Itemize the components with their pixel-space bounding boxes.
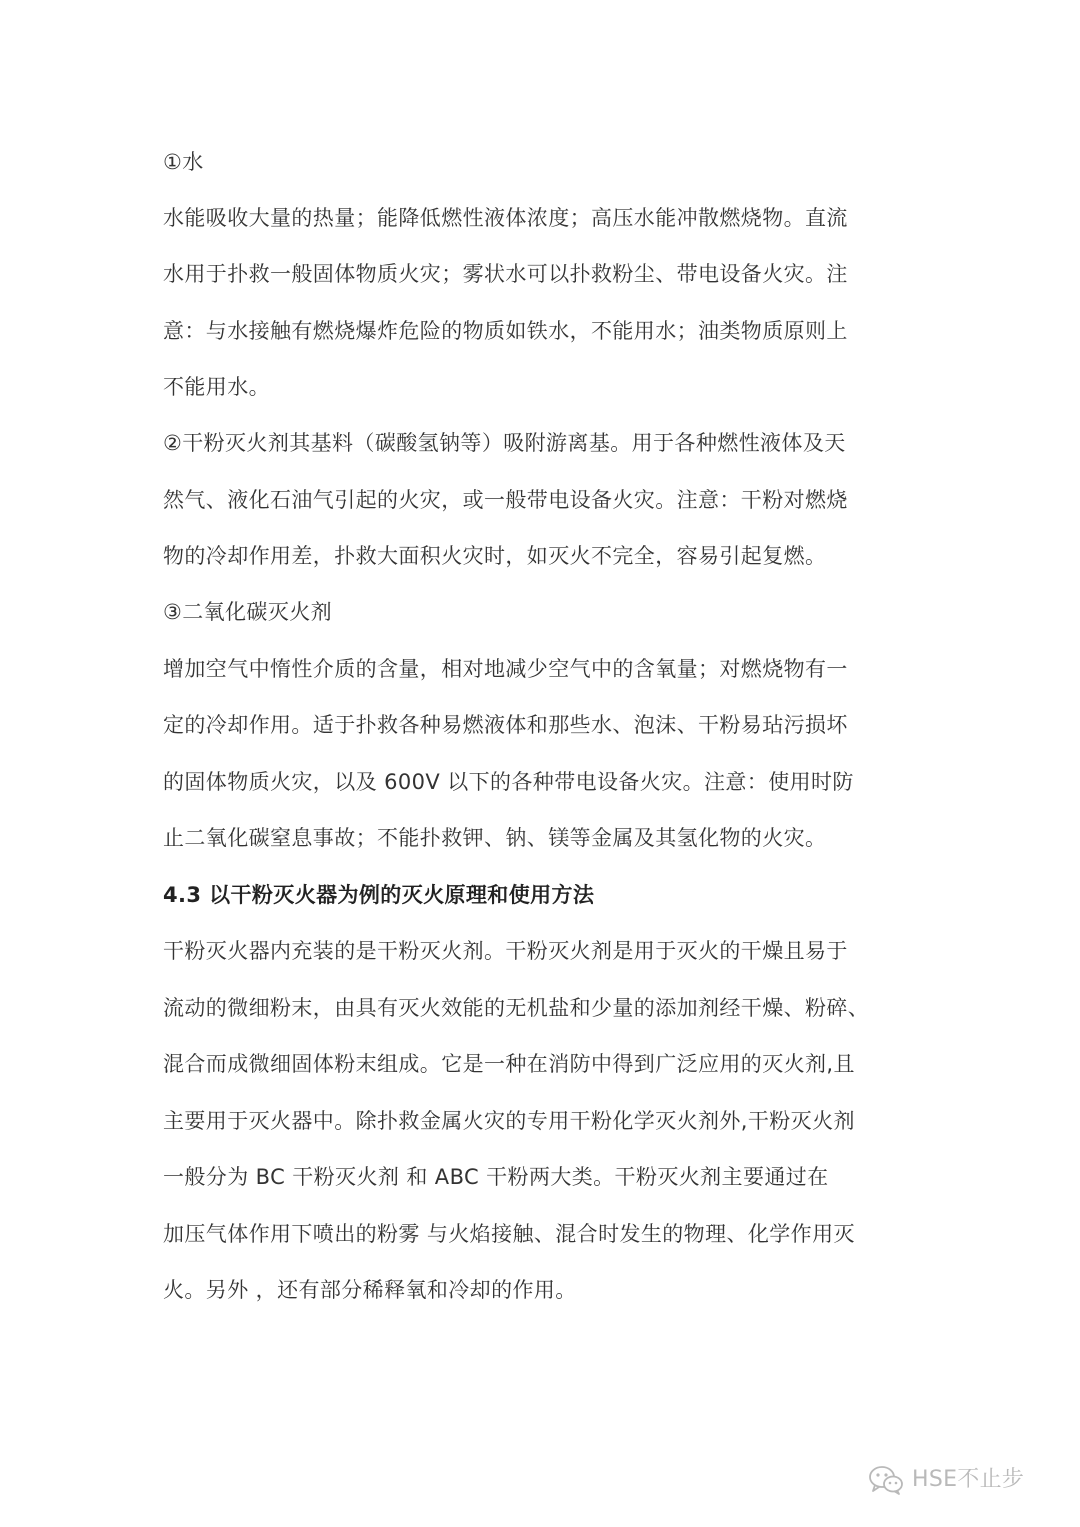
paragraph-line: 定的冷却作用。适于扑救各种易燃液体和那些水、泡沫、干粉易玷污损坏 xyxy=(163,713,848,737)
paragraph-line: 主要用于灭火器中。除扑救金属火灾的专用干粉化学灭火剂外,干粉灭火剂 xyxy=(163,1109,855,1133)
paragraph-line: 混合而成微细固体粉末组成。它是一种在消防中得到广泛应用的灭火剂,且 xyxy=(163,1052,855,1076)
paragraph-line: 然气、液化石油气引起的火灾，或一般带电设备火灾。注意：干粉对燃烧 xyxy=(163,488,848,512)
item-water-heading: ①水 xyxy=(163,150,204,174)
paragraph-line: 水用于扑救一般固体物质火灾；雾状水可以扑救粉尘、带电设备火灾。注 xyxy=(163,262,848,286)
paragraph-line: 不能用水。 xyxy=(163,375,270,399)
paragraph-line: 一般分为 BC 干粉灭火剂 和 ABC 干粉两大类。干粉灭火剂主要通过在 xyxy=(163,1165,829,1189)
item-co2-heading: ③二氧化碳灭火剂 xyxy=(163,600,333,624)
paragraph-line: 意：与水接触有燃烧爆炸危险的物质如铁水，不能用水；油类物质原则上 xyxy=(163,319,848,343)
section-heading: 4.3 以干粉灭火器为例的灭火原理和使用方法 xyxy=(163,883,595,907)
paragraph-line: 物的冷却作用差，扑救大面积火灾时，如灭火不完全，容易引起复燃。 xyxy=(163,544,827,568)
paragraph-line: 火。另外 ，还有部分稀释氧和冷却的作用。 xyxy=(163,1278,577,1302)
paragraph-line: 流动的微细粉末，由具有灭火效能的无机盐和少量的添加剂经干燥、粉碎、 xyxy=(163,996,870,1020)
paragraph-line: 止二氧化碳窒息事故；不能扑救钾、钠、镁等金属及其氢化物的火灾。 xyxy=(163,826,827,850)
paragraph-line: 加压气体作用下喷出的粉雾 与火焰接触、混合时发生的物理、化学作用灭 xyxy=(163,1222,855,1246)
paragraph-line: 干粉灭火器内充装的是干粉灭火剂。干粉灭火剂是用于灭火的干燥且易于 xyxy=(163,939,848,963)
wechat-watermark xyxy=(868,1462,1024,1498)
watermark-text: HSE不止步 xyxy=(912,1467,1025,1492)
wechat-icon xyxy=(868,1464,904,1496)
paragraph-line: 增加空气中惰性介质的含量，相对地减少空气中的含氧量；对燃烧物有一 xyxy=(163,657,848,681)
paragraph-line: ②干粉灭火剂其基料（碳酸氢钠等）吸附游离基。用于各种燃性液体及天 xyxy=(163,431,846,455)
paragraph-line: 的固体物质火灾，以及 600V 以下的各种带电设备火灾。注意：使用时防 xyxy=(163,770,854,794)
paragraph-line: 水能吸收大量的热量；能降低燃性液体浓度；高压水能冲散燃烧物。直流 xyxy=(163,206,848,230)
